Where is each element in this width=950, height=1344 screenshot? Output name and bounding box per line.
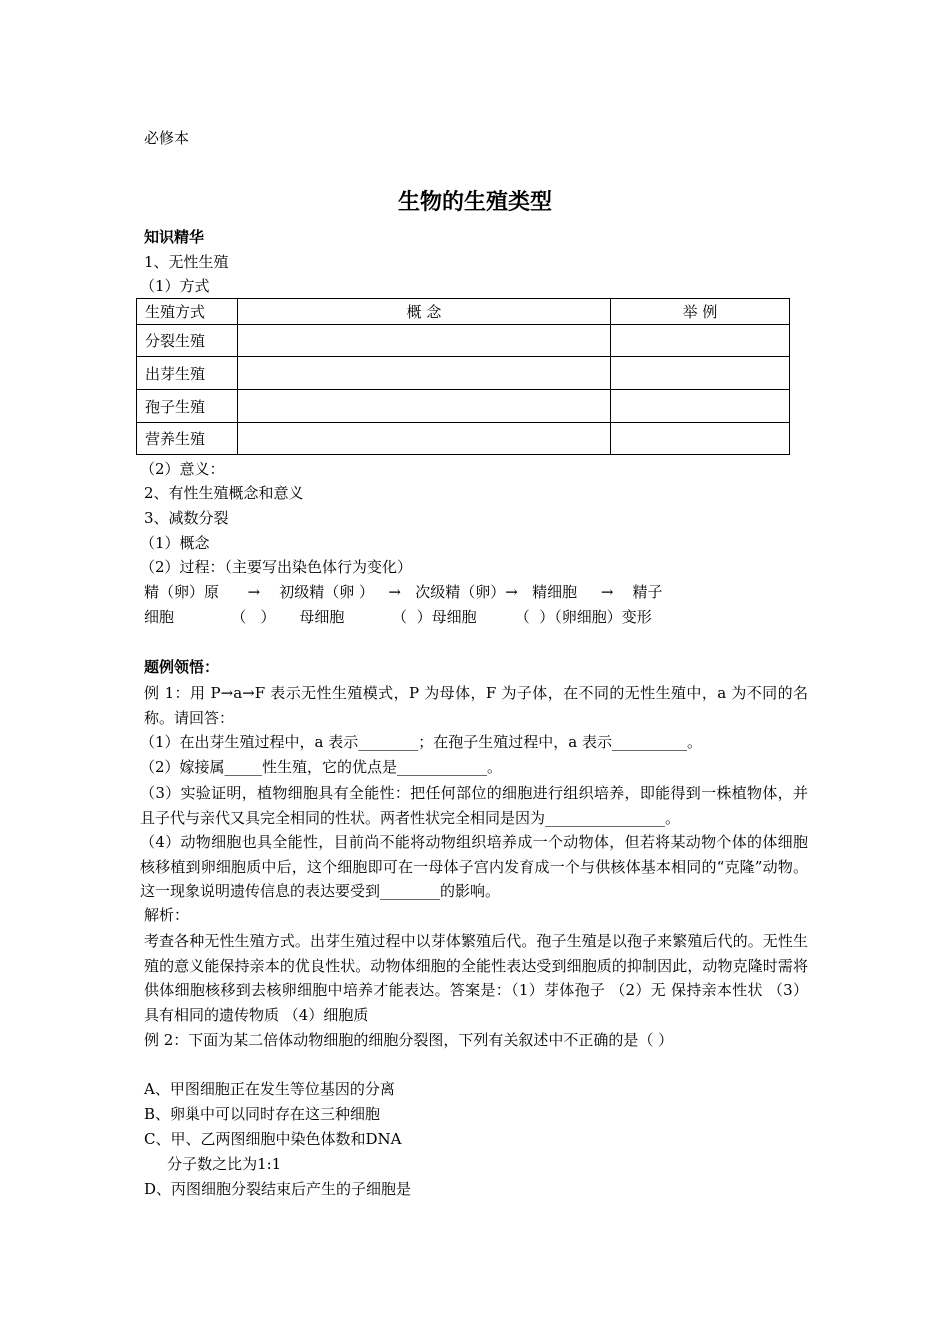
section-meiosis: 3、减数分裂	[144, 509, 229, 527]
concept-cell[interactable]	[238, 325, 611, 357]
row-label-vegetative: 营养生殖	[137, 423, 238, 455]
option-d: D、丙图细胞分裂结束后产生的子细胞是	[144, 1180, 412, 1198]
option-c-line-1: C、甲、乙两图细胞中染色体数和DNA	[144, 1130, 402, 1148]
header-example: 举 例	[611, 299, 790, 325]
example-2: 例 2：下面为某二倍体动物细胞的细胞分裂图，下列有关叙述中不正确的是（ ）	[144, 1031, 674, 1049]
analysis-text: 考查各种无性生殖方式。出芽生殖过程中以芽体繁殖后代。孢子生殖是以孢子来繁殖后代的。无性生殖的意义能保持亲本的优良性状。动物体细胞的全能性表达受到细胞质的抑制因此，动物克隆时需将供体细胞核移到去核卵细胞中培养才能表达。答案是：（1）芽体孢子 （2）无 保持亲本性状 （3）具有相同的遗传物质 （4）细胞质	[144, 932, 808, 1024]
question-4: （4）动物细胞也具全能性，目前尚不能将动物组织培养成一个动物体，但若将某动物个体的体细胞核移植到卵细胞质中后，这个细胞即可在一母体子宫内发育成一个与供核体基本相同的“克隆”动物。这一现象说明遗传信息的表达要受到________的影响。	[140, 833, 808, 900]
question-3: （3）实验证明，植物细胞具有全能性：把任何部位的细胞进行组织培养，即能得到一株植物体，并且子代与亲代又具完全相同的性状。两者性状完全相同是因为________________。	[140, 784, 808, 827]
question-1: （1）在出芽生殖过程中，a 表示________；在孢子生殖过程中，a 表示__________。	[140, 733, 702, 751]
concept-cell[interactable]	[238, 357, 611, 390]
row-label-spore: 孢子生殖	[137, 390, 238, 423]
row-label-fission: 分裂生殖	[137, 325, 238, 357]
process-line-2: 细胞 （ ） 母细胞 （ ）母细胞 （ ）（卵细胞）变形	[144, 608, 652, 626]
process-line-1: 精（卵）原 → 初级精（卵 ） → 次级精（卵）→ 精细胞 → 精子	[144, 583, 663, 601]
option-b: B、卵巢中可以同时存在这三种细胞	[144, 1105, 381, 1123]
example-cell[interactable]	[611, 423, 790, 455]
option-a: A、甲图细胞正在发生等位基因的分离	[144, 1080, 395, 1098]
example-cell[interactable]	[611, 390, 790, 423]
section-asexual: 1、无性生殖	[144, 253, 229, 271]
concept-cell[interactable]	[238, 390, 611, 423]
section-knowledge: 知识精华	[144, 228, 205, 246]
section-methods: （1）方式	[140, 277, 210, 295]
option-c-line-2: 分子数之比为1:1	[148, 1155, 282, 1173]
section-sexual: 2、有性生殖概念和意义	[144, 484, 304, 502]
example-cell[interactable]	[611, 325, 790, 357]
section-concept: （1）概念	[140, 534, 210, 552]
section-meaning: （2）意义：	[140, 460, 225, 478]
example-cell[interactable]	[611, 357, 790, 390]
concept-cell[interactable]	[238, 423, 611, 455]
example-1-intro: 例 1：用 P→a→F 表示无性生殖模式，P 为母体，F 为子体，在不同的无性生殖中，a 为不同的名称。请回答：	[144, 684, 808, 727]
section-process: （2）过程：（主要写出染色体行为变化）	[140, 558, 413, 576]
question-2: （2）嫁接属_____性生殖，它的优点是____________。	[140, 758, 503, 776]
header-concept: 概 念	[238, 299, 611, 325]
reproduction-table	[136, 298, 790, 455]
examples-heading: 题例领悟：	[144, 658, 220, 676]
header-method: 生殖方式	[137, 299, 238, 325]
book-label: 必修本	[144, 129, 190, 147]
page-title: 生物的生殖类型	[397, 190, 552, 215]
analysis-label: 解析：	[144, 906, 190, 924]
row-label-budding: 出芽生殖	[137, 357, 238, 390]
